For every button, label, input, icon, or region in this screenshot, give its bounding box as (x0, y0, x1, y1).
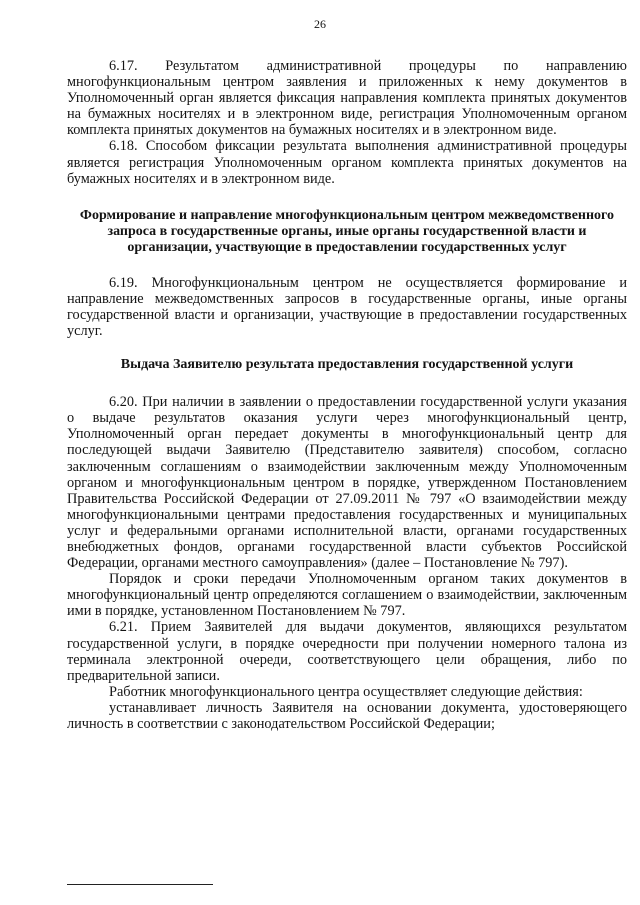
document-body (67, 58, 627, 732)
paragraph-6-21: 6.21. Прием Заявителей для выдачи документов, являющихся результатом государственной услуги, в порядке очередности при получении номерного талона из терминала электронной очереди, соответствующего цели обращения, либо по предварительной записи. (67, 619, 627, 684)
paragraph-6-18: 6.18. Способом фиксации результата выполнения административной процедуры является регистрация Уполномоченным органом комплекта принятых документов на бумажных носителях и в электронном виде. (67, 138, 627, 187)
section-heading-interagency-requests: Формирование и направление многофункциональным центром межведомственного запроса в государственные органы, иные органы государственной власти и организации, участвующие в предоставлении государственных услуг (79, 207, 615, 255)
paragraph-6-20: 6.20. При наличии в заявлении о предоставлении государственной услуги указания о выдаче результатов оказания услуги через многофункциональный центр, Уполномоченный орган передает документы в многофункциональный центр для последующей выдачи Заявителю (Представителю заявителя) способом, согласно заключенным соглашениям о взаимодействии заключенным между Уполномоченным органом и многофункциональным центром в порядке, утвержденном Постановлением Правительства Российской Федерации от 27.09.2011 № 797 «О взаимодействии между многофункциональными центрами предоставления государственных и муниципальных услуг и федеральными органами исполнительной власти, органами государственных внебюджетных фондов, органами государственной власти субъектов Российской Федерации, органами местного самоуправления» (далее – Постановление № 797). (67, 394, 627, 572)
footnote-separator (67, 884, 213, 885)
paragraph-identity-check: устанавливает личность Заявителя на основании документа, удостоверяющего личность в соответствии с законодательством Российской Федерации; (67, 699, 627, 732)
paragraph-6-17: 6.17. Результатом административной процедуры по направлению многофункциональным центром заявления и приложенных к нему документов в Уполномоченный орган является фиксация направления комплекта принятых документов на бумажных носителях и в электронном виде, регистрация Уполномоченным органом комплекта принятых документов на бумажных носителях и в электронном виде. (67, 58, 627, 139)
paragraph-6-19: 6.19. Многофункциональным центром не осуществляется формирование и направление межведомственных запросов в государственные органы, иные органы государственной власти и организации, участвующие в предоставлении государственных услуг. (67, 274, 627, 340)
page-number: 26 (314, 17, 326, 31)
paragraph-employee-actions: Работник многофункционального центра осуществляет следующие действия: (109, 683, 583, 700)
section-heading-result-issuance: Выдача Заявителю результата предоставления государственной услуги (120, 357, 574, 373)
paragraph-transfer-procedure: Порядок и сроки передачи Уполномоченным органом таких документов в многофункциональный центр определяются соглашением о взаимодействии, заключенным ими в порядке, установленном Постановлением № 797. (67, 571, 627, 620)
